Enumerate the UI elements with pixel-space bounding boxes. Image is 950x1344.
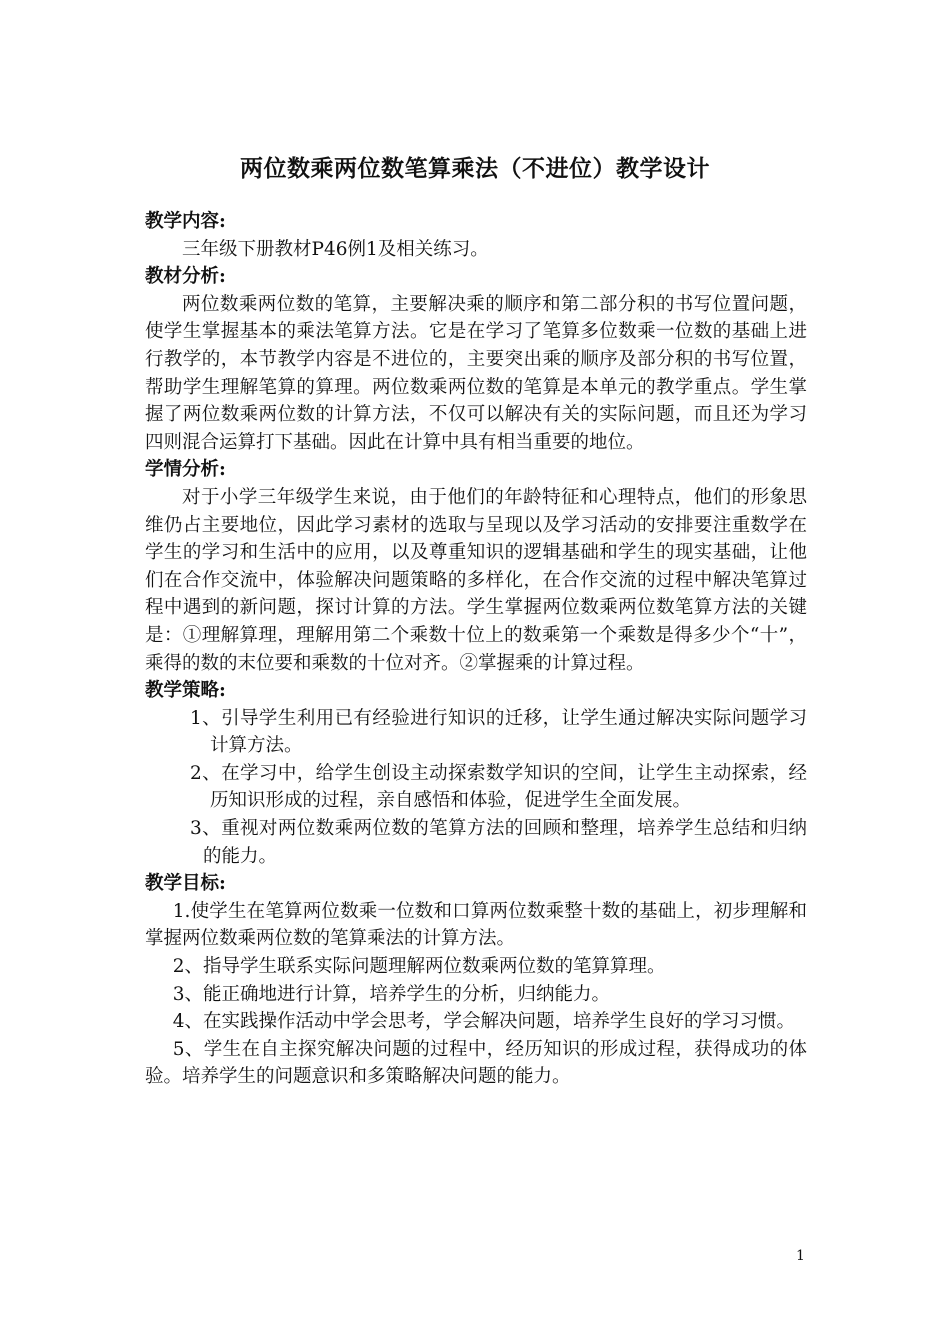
page-title: 两位数乘两位数笔算乘法（不进位）教学设计 (240, 155, 710, 182)
goal-item: 4、在实践操作活动中学会思考，学会解决问题，培养学生良好的学习习惯。 (172, 1011, 796, 1033)
material-text: 两位数乘两位数的笔算，主要解决乘的顺序和第二部分积的书写位置问题，使学生掌握基本的乘法笔算方法。它是在学习了笔算多位数乘一位数的基础上进行教学的，本节教学内容是不进位的，主要突出乘的顺序及部分积的书写位置，帮助学生理解笔算的算理。两位数乘两位数的笔算是本单元的教学重点。学生掌握了两位数乘两位数的计算方法，不仅可以解决有关的实际问题，而且还为学习四则混合运算打下基础。因此在计算中具有相当重要的地位。 (145, 293, 807, 453)
page-number: 1 (796, 1248, 805, 1264)
content-text: 三年级下册教材P46例1及相关练习。 (182, 238, 489, 260)
strategy-item: 3、重视对两位数乘两位数的笔算方法的回顾和整理，培养学生总结和归纳的能力。 (190, 818, 807, 867)
section-heading-material: 教材分析: (145, 266, 226, 288)
strategy-item: 2、在学习中，给学生创设主动探索数学知识的空间，让学生主动探索，经历知识形成的过程，亲自感悟和体验，促进学生全面发展。 (190, 762, 807, 812)
goal-item: 2、指导学生联系实际问题理解两位数乘两位数的笔算算理。 (172, 956, 666, 978)
section-heading-strategy: 教学策略: (145, 680, 226, 702)
section-heading-goals: 教学目标: (145, 873, 226, 895)
goal-item: 3、能正确地进行计算，培养学生的分析，归纳能力。 (172, 983, 611, 1005)
section-heading-content: 教学内容: (145, 211, 226, 232)
goal-item: 1.使学生在笔算两位数乘一位数和口算两位数乘整十数的基础上，初步理解和掌握两位数乘两位数的笔算乘法的计算方法。 (145, 900, 807, 950)
strategy-item: 1、引导学生利用已有经验进行知识的迁移，让学生通过解决实际问题学习计算方法。 (190, 707, 807, 757)
section-heading-students: 学情分析: (145, 459, 226, 481)
document-body (145, 208, 807, 1091)
students-text: 对于小学三年级学生来说，由于他们的年龄特征和心理特点，他们的形象思维仍占主要地位，因此学习素材的选取与呈现以及学习活动的安排要注重数学在学生的学习和生活中的应用，以及尊重知识的逻辑基础和学生的现实基础，让他们在合作交流中，体验解决问题策略的多样化，在合作交流的过程中解决笔算过程中遇到的新问题，探讨计算的方法。学生掌握两位数乘两位数笔算方法的关键是：①理解算理，理解用第二个乘数十位上的数乘第一个乘数是得多少个“十”，乘得的数的末位要和乘数的十位对齐。②掌握乘的计算过程。 (145, 486, 807, 674)
goal-item: 5、学生在自主探究解决问题的过程中，经历知识的形成过程，获得成功的体验。培养学生的问题意识和多策略解决问题的能力。 (145, 1038, 807, 1088)
